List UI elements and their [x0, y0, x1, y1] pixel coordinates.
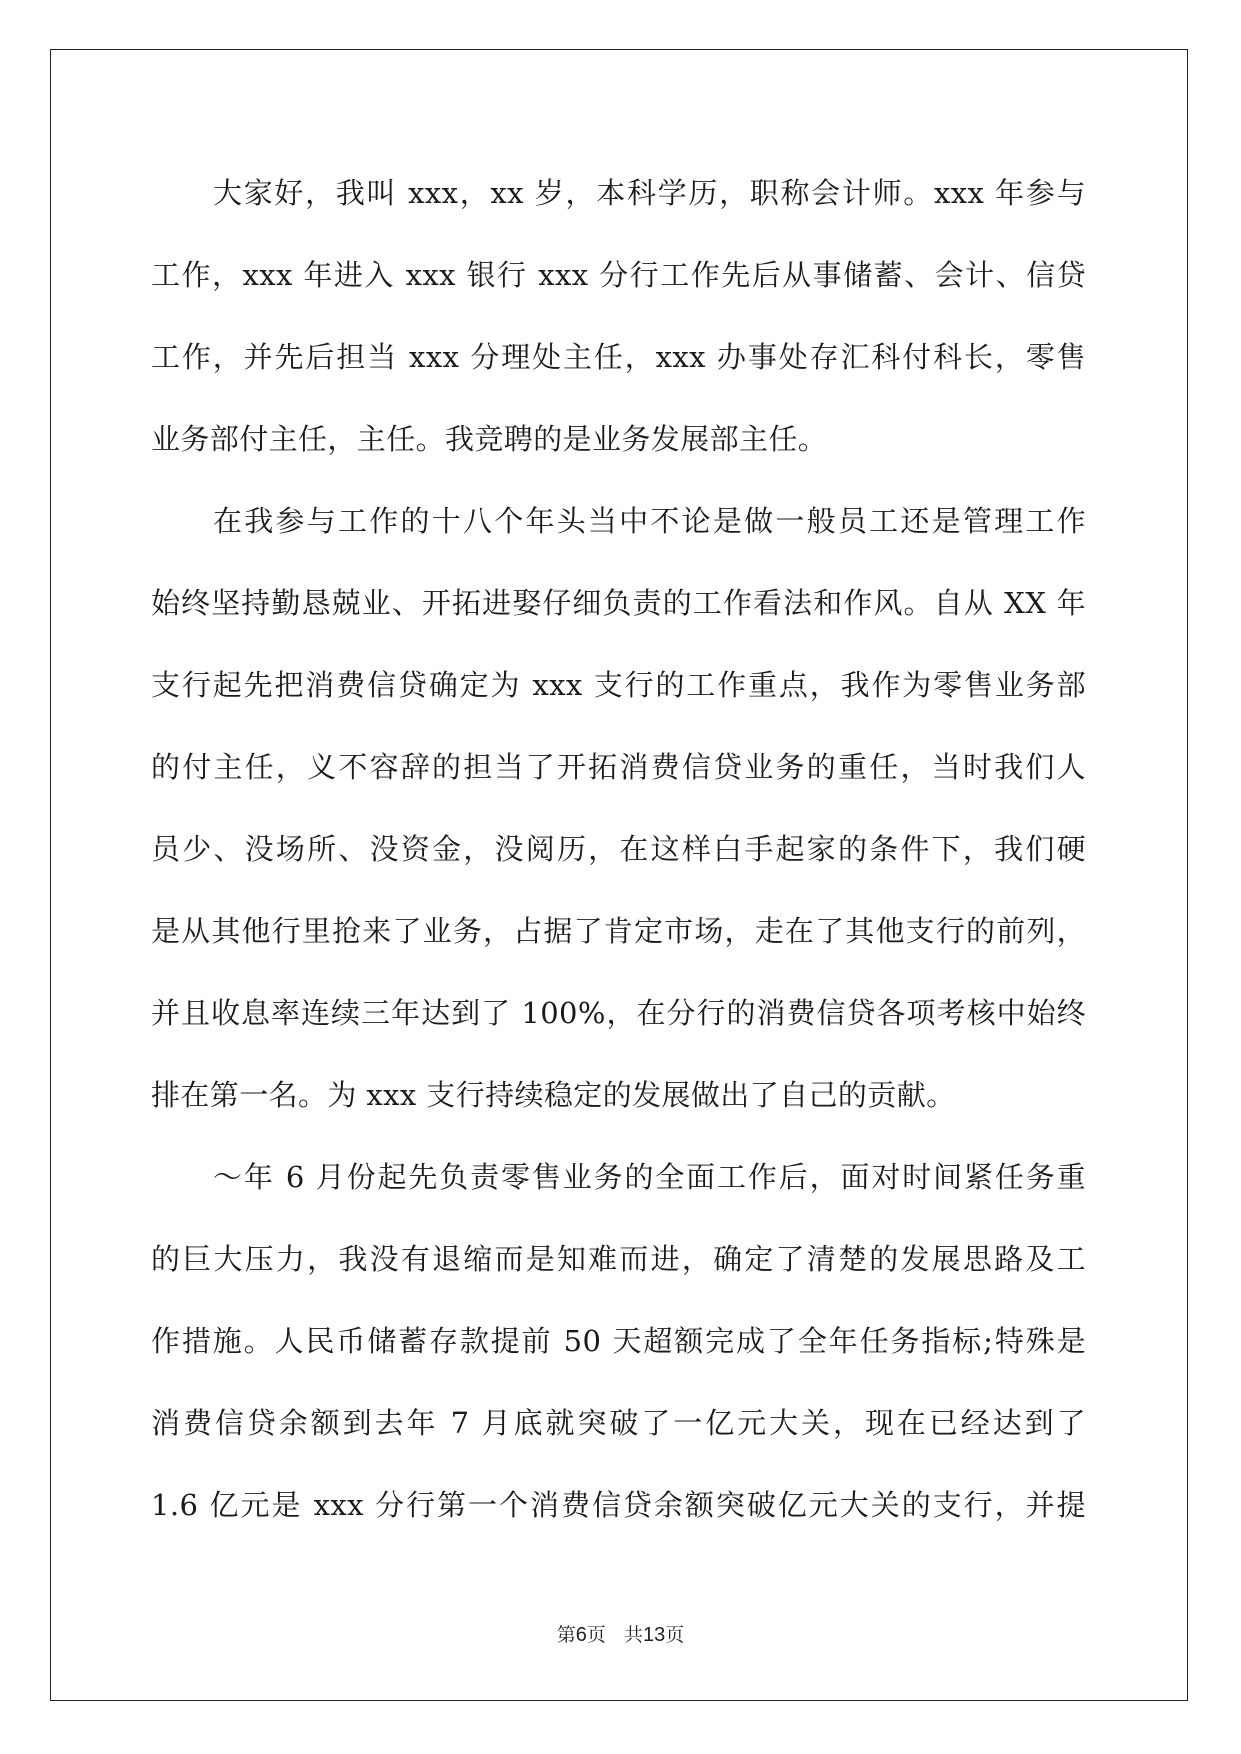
paragraph-2-line-3: 支行起先把消费信贷确定为 xxx 支行的工作重点，我作为零售业务部	[151, 668, 1086, 702]
paragraph-3-line-5: 1.6 亿元是 xxx 分行第一个消费信贷余额突破亿元大关的支行，并提	[151, 1488, 1086, 1522]
paragraph-2-line-8: 排在第一名。为 xxx 支行持续稳定的发展做出了自己的贡献。	[151, 1078, 956, 1112]
paragraph-2-line-2: 始终坚持勤恳兢业、开拓进娶仔细负责的工作看法和作风。自从 XX 年	[151, 586, 1086, 620]
paragraph-1-line-4: 业务部付主任，主任。我竞聘的是业务发展部主任。	[151, 422, 828, 456]
paragraph-1-line-3: 工作，并先后担当 xxx 分理处主任，xxx 办事处存汇科付科长，零售	[151, 340, 1086, 374]
paragraph-3-line-2: 的巨大压力，我没有退缩而是知难而进，确定了清楚的发展思路及工	[151, 1242, 1086, 1276]
total-suffix: 页	[665, 1624, 685, 1646]
page-total-number: 13	[643, 1624, 666, 1646]
paragraph-2-line-5: 员少、没场所、没资金，没阅历，在这样白手起家的条件下，我们硬	[151, 832, 1086, 866]
paragraph-2-line-4: 的付主任，义不容辞的担当了开拓消费信贷业务的重任，当时我们人	[151, 750, 1086, 784]
page-prefix: 第	[556, 1624, 576, 1646]
paragraph-1-line-1: 大家好，我叫 xxx，xx 岁，本科学历，职称会计师。xxx 年参与	[213, 176, 1086, 210]
page-mid: 页	[586, 1624, 606, 1646]
page-current-number: 6	[575, 1624, 587, 1646]
paragraph-1-line-2: 工作，xxx 年进入 xxx 银行 xxx 分行工作先后从事储蓄、会计、信贷	[151, 258, 1086, 292]
document-body	[151, 152, 1086, 1546]
total-prefix: 共	[624, 1624, 644, 1646]
paragraph-3-line-4: 消费信贷余额到去年 7 月底就突破了一亿元大关，现在已经达到了	[151, 1406, 1086, 1440]
paragraph-2-line-6: 是从其他行里抢来了业务，占据了肯定市场，走在了其他支行的前列，	[151, 914, 1086, 948]
paragraph-3-line-1: ～年 6 月份起先负责零售业务的全面工作后，面对时间紧任务重	[213, 1160, 1086, 1194]
paragraph-3-line-3: 作措施。人民币储蓄存款提前 50 天超额完成了全年任务指标;特殊是	[151, 1324, 1086, 1358]
page-footer	[0, 1620, 1241, 1647]
paragraph-2-line-1: 在我参与工作的十八个年头当中不论是做一般员工还是管理工作	[213, 504, 1086, 538]
paragraph-2-line-7: 并且收息率连续三年达到了 100%，在分行的消费信贷各项考核中始终	[151, 996, 1086, 1030]
